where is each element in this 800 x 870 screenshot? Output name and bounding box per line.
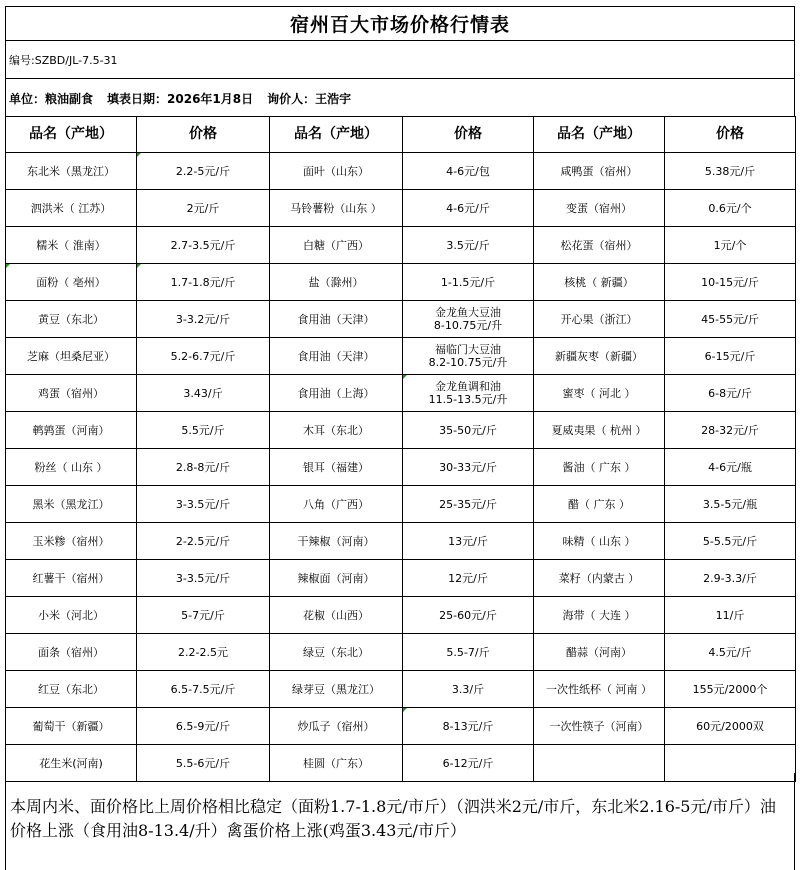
item-price-2: 1-1.5元/斤 xyxy=(403,264,534,301)
item-name-1: 泗洪米（ 江苏） xyxy=(6,190,137,227)
item-price-3: 5-5.5元/斤 xyxy=(665,523,796,560)
item-price-1: 5.2-6.7元/斤 xyxy=(137,338,270,375)
item-name-3: 开心果（浙江） xyxy=(534,301,665,338)
table-row xyxy=(6,671,796,708)
item-price-1: 2元/斤 xyxy=(137,190,270,227)
item-name-1: 玉米糁（宿州） xyxy=(6,523,137,560)
item-price-2: 25-35元/斤 xyxy=(403,486,534,523)
table-row xyxy=(6,486,796,523)
item-price-1: 2.7-3.5元/斤 xyxy=(137,227,270,264)
item-price-2: 金龙鱼大豆油 8-10.75元/升 xyxy=(403,301,534,338)
item-price-1: 2-2.5元/斤 xyxy=(137,523,270,560)
header-name-1: 品名（产地） xyxy=(6,117,137,153)
table-row xyxy=(6,634,796,671)
item-name-1: 红豆（东北） xyxy=(6,671,137,708)
item-name-3: 新疆灰枣（新疆） xyxy=(534,338,665,375)
weekly-summary: 本周内米、面价格比上周价格相比稳定（面粉1.7-1.8元/市斤）（泗洪米2元/市斤，东北米2.16-5元/市斤）油价格上涨（食用油8-13.4/升）禽蛋价格上涨(鸡蛋3.43元/市斤） xyxy=(5,773,795,870)
item-name-2: 辣椒面（河南） xyxy=(270,560,403,597)
item-price-2: 3.5元/斤 xyxy=(403,227,534,264)
item-name-1: 黑米（黑龙江） xyxy=(6,486,137,523)
item-name-2: 面叶（山东） xyxy=(270,153,403,190)
item-name-2: 马铃薯粉（山东 ） xyxy=(270,190,403,227)
item-name-3: 松花蛋（宿州） xyxy=(534,227,665,264)
table-row xyxy=(6,412,796,449)
page-title: 宿州百大市场价格行情表 xyxy=(5,6,795,41)
item-price-2: 35-50元/斤 xyxy=(403,412,534,449)
item-price-3: 45-55元/斤 xyxy=(665,301,796,338)
item-price-3: 155元/2000个 xyxy=(665,671,796,708)
item-price-2: 8-13元/斤 xyxy=(403,708,534,745)
item-name-3: 夏威夷果（ 杭州 ） xyxy=(534,412,665,449)
header-price-1: 价格 xyxy=(137,117,270,153)
item-price-3: 0.6元/个 xyxy=(665,190,796,227)
item-price-2: 6-12元/斤 xyxy=(403,745,534,782)
item-name-3: 咸鸭蛋（宿州） xyxy=(534,153,665,190)
header-row xyxy=(6,117,796,153)
item-name-2: 炒瓜子（宿州） xyxy=(270,708,403,745)
item-price-1: 1.7-1.8元/斤 xyxy=(137,264,270,301)
item-price-3: 3.5-5元/瓶 xyxy=(665,486,796,523)
item-name-1: 鸡蛋（宿州） xyxy=(6,375,137,412)
item-price-2: 4-6元/包 xyxy=(403,153,534,190)
item-price-1: 5.5元/斤 xyxy=(137,412,270,449)
item-price-1: 3-3.2元/斤 xyxy=(137,301,270,338)
item-name-3: 一次性纸杯（ 河南 ） xyxy=(534,671,665,708)
item-price-3: 1元/个 xyxy=(665,227,796,264)
item-name-3: 酱油（ 广东 ） xyxy=(534,449,665,486)
item-name-3: 核桃（ 新疆） xyxy=(534,264,665,301)
item-price-1: 6.5-7.5元/斤 xyxy=(137,671,270,708)
item-price-2: 4-6元/斤 xyxy=(403,190,534,227)
item-price-2: 30-33元/斤 xyxy=(403,449,534,486)
table-row xyxy=(6,375,796,412)
item-name-1: 粉丝（ 山东 ） xyxy=(6,449,137,486)
header-name-2: 品名（产地） xyxy=(270,117,403,153)
table-row xyxy=(6,227,796,264)
table-row xyxy=(6,523,796,560)
item-name-1: 芝麻（坦桑尼亚） xyxy=(6,338,137,375)
item-price-3: 11/斤 xyxy=(665,597,796,634)
item-name-3: 海带（ 大连 ） xyxy=(534,597,665,634)
item-name-1: 东北米（黑龙江） xyxy=(6,153,137,190)
item-price-2: 5.5-7/斤 xyxy=(403,634,534,671)
item-price-1: 3-3.5元/斤 xyxy=(137,560,270,597)
item-price-1: 3.43/斤 xyxy=(137,375,270,412)
table-row xyxy=(6,338,796,375)
item-name-3: 醋（ 广东 ） xyxy=(534,486,665,523)
table-row xyxy=(6,301,796,338)
table-body xyxy=(6,153,796,782)
item-name-3: 变蛋（宿州） xyxy=(534,190,665,227)
item-name-1: 葡萄干（新疆） xyxy=(6,708,137,745)
table-row xyxy=(6,597,796,634)
item-price-3: 5.38元/斤 xyxy=(665,153,796,190)
item-price-2: 12元/斤 xyxy=(403,560,534,597)
item-name-2: 食用油（上海） xyxy=(270,375,403,412)
item-price-3: 6-15元/斤 xyxy=(665,338,796,375)
meta-info xyxy=(5,79,795,117)
item-name-2: 盐（滁州） xyxy=(270,264,403,301)
item-price-2: 福临门大豆油 8.2-10.75元/升 xyxy=(403,338,534,375)
table-row xyxy=(6,708,796,745)
item-price-1: 6.5-9元/斤 xyxy=(137,708,270,745)
table-row xyxy=(6,264,796,301)
item-name-2: 食用油（天津） xyxy=(270,301,403,338)
item-name-1: 红薯干（宿州） xyxy=(6,560,137,597)
item-price-3: 4-6元/瓶 xyxy=(665,449,796,486)
item-name-2: 白糖（广西） xyxy=(270,227,403,264)
item-price-1: 5-7元/斤 xyxy=(137,597,270,634)
table-row xyxy=(6,190,796,227)
item-price-3: 60元/2000双 xyxy=(665,708,796,745)
item-price-2: 3.3/斤 xyxy=(403,671,534,708)
item-name-2: 八角（广西） xyxy=(270,486,403,523)
item-price-1: 2.2-5元/斤 xyxy=(137,153,270,190)
item-name-1: 黄豆（东北） xyxy=(6,301,137,338)
price-table xyxy=(5,116,796,782)
item-name-3: 蜜枣（ 河北 ） xyxy=(534,375,665,412)
table-row xyxy=(6,153,796,190)
item-name-1: 糯米（ 淮南） xyxy=(6,227,137,264)
meta-inquirer: 询价人：王浩宇 xyxy=(267,91,352,106)
item-name-3: 一次性筷子（河南） xyxy=(534,708,665,745)
item-price-1: 2.8-8元/斤 xyxy=(137,449,270,486)
item-price-3: 6-8元/斤 xyxy=(665,375,796,412)
item-name-2: 绿芽豆（黑龙江） xyxy=(270,671,403,708)
meta-date: 填表日期：2026年1月8日 xyxy=(107,91,254,106)
item-price-3: 10-15元/斤 xyxy=(665,264,796,301)
header-name-3: 品名（产地） xyxy=(534,117,665,153)
item-name-2: 花椒（山西） xyxy=(270,597,403,634)
item-name-3: 味精（ 山东 ） xyxy=(534,523,665,560)
item-price-1: 3-3.5元/斤 xyxy=(137,486,270,523)
item-price-3: 4.5元/斤 xyxy=(665,634,796,671)
item-name-2: 食用油（天津） xyxy=(270,338,403,375)
item-name-3: 醋蒜（河南） xyxy=(534,634,665,671)
header-price-2: 价格 xyxy=(403,117,534,153)
item-name-2: 银耳（福建） xyxy=(270,449,403,486)
item-name-1: 面条（宿州） xyxy=(6,634,137,671)
header-price-3: 价格 xyxy=(665,117,796,153)
table-row xyxy=(6,449,796,486)
table-row xyxy=(6,560,796,597)
item-name-1: 花生米(河南) xyxy=(6,745,137,782)
meta-unit: 单位：粮油副食 xyxy=(9,91,94,106)
item-price-3: 28-32元/斤 xyxy=(665,412,796,449)
item-name-1: 小米（河北） xyxy=(6,597,137,634)
document-code: 编号:SZBD/JL-7.5-31 xyxy=(5,41,795,79)
item-price-2: 25-60元/斤 xyxy=(403,597,534,634)
item-price-1: 2.2-2.5元 xyxy=(137,634,270,671)
item-price-2: 13元/斤 xyxy=(403,523,534,560)
item-name-2: 木耳（东北） xyxy=(270,412,403,449)
item-name-2: 绿豆（东北） xyxy=(270,634,403,671)
item-name-1: 面粉（ 亳州） xyxy=(6,264,137,301)
item-name-1: 鹌鹑蛋（河南） xyxy=(6,412,137,449)
item-price-1: 5.5-6元/斤 xyxy=(137,745,270,782)
item-price-3: 2.9-3.3/斤 xyxy=(665,560,796,597)
item-name-2: 桂圆（广东） xyxy=(270,745,403,782)
item-price-2: 金龙鱼调和油 11.5-13.5元/升 xyxy=(403,375,534,412)
item-name-3: 菜籽（内蒙古 ） xyxy=(534,560,665,597)
item-name-2: 干辣椒（河南） xyxy=(270,523,403,560)
